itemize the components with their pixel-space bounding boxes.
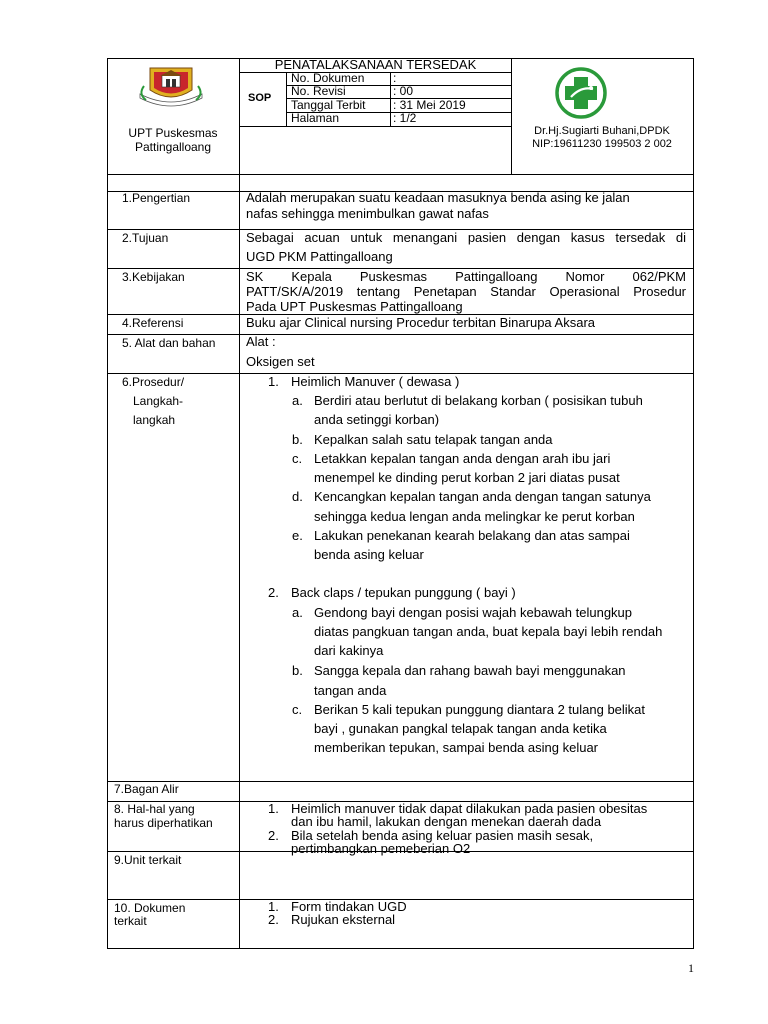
dokumen-item-text: Form tindakan UGD: [291, 899, 407, 914]
item-line: benda asing keluar: [314, 547, 424, 562]
label-alat-bahan: 5. Alat dan bahan: [122, 336, 216, 350]
health-cross-logo: [554, 66, 608, 120]
item-letter: a.: [292, 393, 303, 408]
label-unit-terkait: 9.Unit terkait: [114, 853, 182, 867]
item-letter: b.: [292, 432, 303, 447]
meta-label-no-dokumen: No. Dokumen: [291, 71, 365, 85]
signer-name: Dr.Hj.Sugiarti Buhani,DPDK: [534, 125, 670, 137]
item-line: menempel ke dinding perut korban 2 jari diatas pusat: [314, 470, 620, 485]
kebijakan-line2: PATT/SK/A/2019 tentang Penetapan Standar Operasional Prosedur: [246, 284, 686, 299]
hal-item-line: pertimbangkan pemeberian O2: [291, 841, 471, 856]
hal-item-line: dan ibu hamil, lakukan dengan menekan daerah dada: [291, 814, 602, 829]
hal-item-line: Heimlich manuver tidak dapat dilakukan pada pasien obesitas: [291, 801, 648, 816]
page-number: 1: [688, 961, 694, 975]
item-line: dari kakinya: [314, 643, 384, 658]
item-line: Letakkan kepalan tangan anda dengan arah ibu jari: [314, 451, 611, 466]
item-line: anda setinggi korban): [314, 412, 440, 427]
label-tujuan: 2.Tujuan: [122, 231, 169, 245]
item-line: Kepalkan salah satu telapak tangan anda: [314, 432, 553, 447]
meta-value-tanggal-terbit: : 31 Mei 2019: [393, 98, 466, 112]
item-line: tangan anda: [314, 683, 387, 698]
label-prosedur-line2: Langkah-: [133, 394, 184, 408]
label-prosedur-line3: langkah: [133, 413, 176, 427]
item-letter: a.: [292, 605, 303, 620]
org-name-line1: UPT Puskesmas: [128, 126, 218, 140]
item-letter: c.: [292, 702, 303, 717]
kebijakan-line1: SK Kepala Puskesmas Pattingalloang Nomor 062/PKM: [246, 269, 686, 284]
item-line: bayi , gunakan pangkal telapak tangan anda ketika: [314, 721, 607, 736]
pengertian-line1: Adalah merupakan suatu keadaan masuknya benda asing ke jalan: [246, 190, 630, 205]
meta-value-halaman: : 1/2: [393, 111, 417, 125]
signer-nip: NIP:19611230 199503 2 002: [532, 138, 672, 150]
tujuan-line2: UGD PKM Pattingalloang: [246, 249, 393, 264]
label-referensi: 4.Referensi: [122, 316, 184, 330]
item-line: Lakukan penekanan kearah belakang dan atas sampai: [314, 528, 630, 543]
item-line: diatas pangkuan tangan anda, buat kepala bayi lebih rendah: [314, 624, 663, 639]
item-line: Berikan 5 kali tepukan punggung diantara 2 tulang belikat: [314, 702, 646, 717]
item-line: Gendong bayi dengan posisi wajah kebawah telungkup: [314, 605, 633, 620]
sop-label: SOP: [248, 92, 272, 104]
pengertian-line2: nafas sehingga menimbulkan gawat nafas: [246, 206, 489, 221]
item-letter: c.: [292, 451, 303, 466]
dokumen-item-number: 1.: [268, 899, 279, 914]
dokumen-item-number: 2.: [268, 912, 279, 927]
step-title: Heimlich Manuver ( dewasa ): [291, 374, 460, 389]
item-letter: e.: [292, 528, 303, 543]
regional-emblem-logo: [136, 60, 206, 110]
hal-item-number: 2.: [268, 828, 279, 843]
hal-item-line: Bila setelah benda asing keluar pasien masih sesak,: [291, 828, 594, 843]
meta-value-no-revisi: : 00: [393, 84, 414, 98]
meta-label-no-revisi: No. Revisi: [291, 84, 346, 98]
label-bagan-alir: 7.Bagan Alir: [114, 782, 179, 796]
meta-value-no-dokumen: :: [393, 71, 397, 85]
item-line: Berdiri atau berlutut di belakang korban ( posisikan tubuh: [314, 393, 643, 408]
label-prosedur-line1: 6.Prosedur/: [122, 375, 185, 389]
label-pengertian: 1.Pengertian: [122, 191, 191, 205]
item-line: Kencangkan kepalan tangan anda dengan tangan satunya: [314, 489, 651, 504]
item-letter: b.: [292, 663, 303, 678]
hal-item-number: 1.: [268, 801, 279, 816]
item-line: sehingga kedua lengan anda melingkar ke perut korban: [314, 509, 635, 524]
meta-label-halaman: Halaman: [291, 111, 340, 125]
label-dokumen-terkait-line1: 10. Dokumen: [114, 901, 186, 915]
item-letter: d.: [292, 489, 303, 504]
label-kebijakan: 3.Kebijakan: [122, 270, 185, 284]
dokumen-item-text: Rujukan eksternal: [291, 912, 396, 927]
item-line: memberikan tepukan, sampai benda asing keluar: [314, 740, 599, 755]
item-line: Sangga kepala dan rahang bawah bayi menggunakan: [314, 663, 626, 678]
meta-label-tanggal-terbit: Tanggal Terbit: [291, 98, 366, 112]
referensi-text: Buku ajar Clinical nursing Procedur terbitan Binarupa Aksara: [246, 315, 596, 330]
tujuan-line1: Sebagai acuan untuk menangani pasien dengan kasus tersedak di: [246, 230, 686, 245]
step-number: 2.: [268, 585, 279, 600]
label-hal-hal-line1: 8. Hal-hal yang: [114, 802, 195, 816]
alat-line1: Alat :: [246, 334, 276, 349]
step-number: 1.: [268, 374, 279, 389]
alat-line2: Oksigen set: [246, 354, 315, 369]
label-hal-hal-line2: harus diperhatikan: [114, 816, 213, 830]
label-dokumen-terkait-line2: terkait: [114, 914, 147, 928]
document-title: PENATALAKSANAAN TERSEDAK: [274, 57, 477, 72]
kebijakan-line3: Pada UPT Puskesmas Pattingalloang: [246, 299, 463, 314]
step-title: Back claps / tepukan punggung ( bayi ): [291, 585, 516, 600]
org-name-line2: Pattingalloang: [134, 140, 212, 154]
